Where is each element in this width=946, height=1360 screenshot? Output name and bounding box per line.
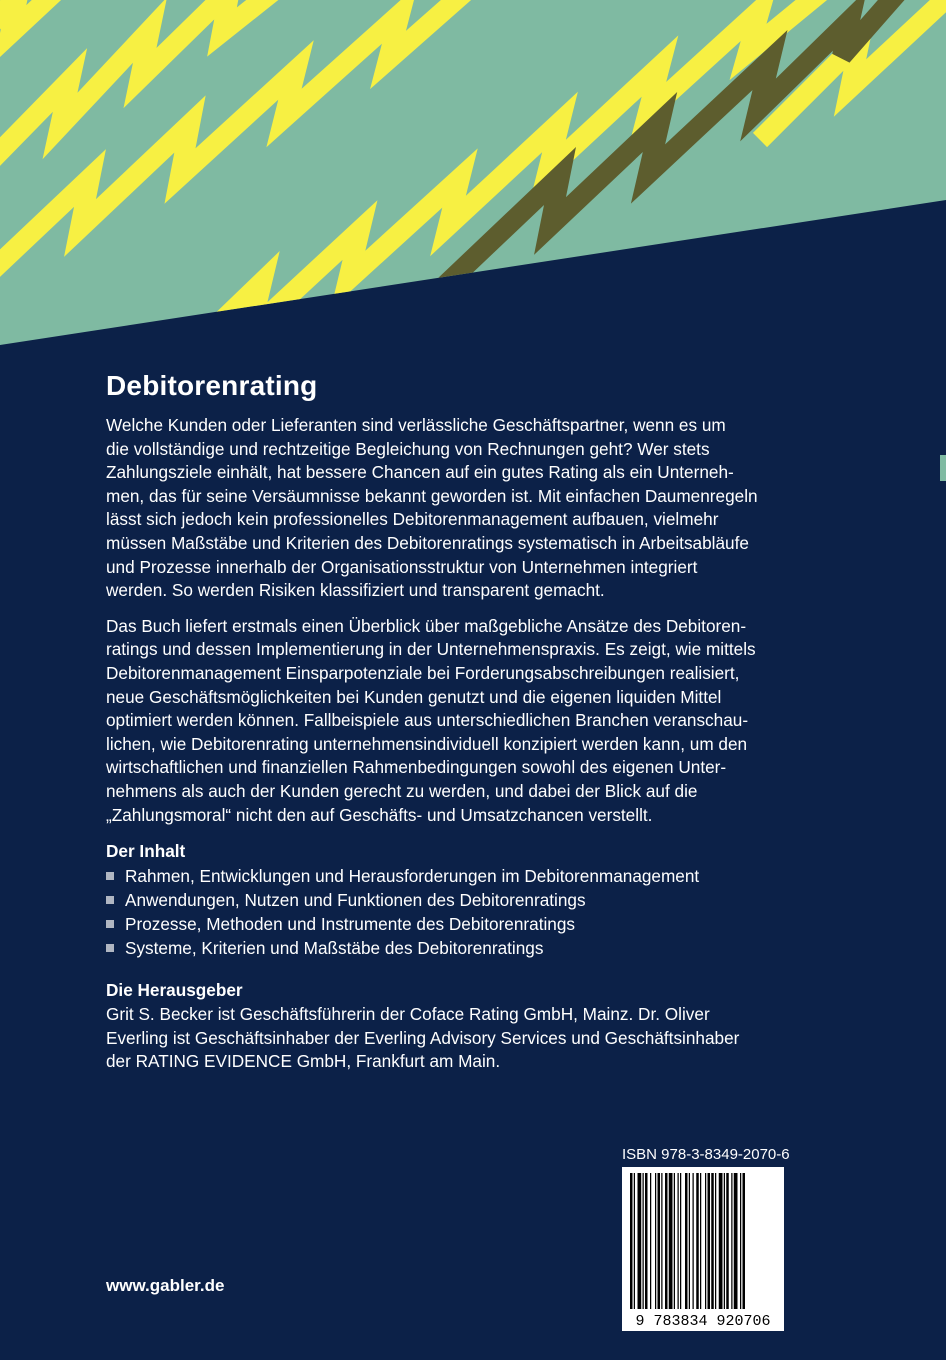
editors-line: der RATING EVIDENCE GmbH, Frankfurt am Main.: [106, 1051, 501, 1072]
contents-item-text: Systeme, Kriterien und Maßstäbe des Debitorenratings: [125, 938, 544, 959]
website-link[interactable]: www.gabler.de: [106, 1276, 225, 1295]
contents-item: [106, 936, 796, 960]
contents-item-text: Prozesse, Methoden und Instrumente des Debitorenratings: [125, 914, 575, 935]
bullet-square-icon: [106, 920, 114, 928]
barcode-bar: [665, 1173, 668, 1309]
bullet-square-icon: [106, 896, 114, 904]
editors-heading: Die Herausgeber: [106, 980, 243, 1001]
body-line: Das Buch liefert erstmals einen Überblick über maßgebliche Ansätze des Debitoren-: [106, 615, 747, 636]
barcode-bar: [711, 1173, 714, 1309]
body-line: optimiert werden können. Fallbeispiele aus unterschiedlichen Branchen veranschau-: [106, 710, 749, 731]
intro-line: die vollständige und rechtzeitige Begleichung von Rechnungen geht? Wer stets: [106, 438, 710, 459]
main-content: [106, 370, 796, 1074]
editors-line: Grit S. Becker ist Geschäftsführerin der Coface Rating GmbH, Mainz. Dr. Oliver: [106, 1004, 710, 1025]
barcode-bar: [734, 1173, 738, 1309]
barcode-bar: [719, 1173, 723, 1309]
barcode-bar: [658, 1173, 661, 1309]
barcode-bar: [708, 1173, 711, 1309]
barcode-bar: [700, 1173, 701, 1309]
intro-line: lässt sich jedoch kein professionelles Debitorenmanagement aufbauen, vielmehr: [106, 509, 719, 530]
barcode-bar: [726, 1173, 729, 1309]
body-line: nehmens als auch der Kunden gerecht zu werden, und dabei der Blick auf die: [106, 780, 698, 801]
barcode: [622, 1167, 784, 1331]
intro-line: werden. So werden Risiken klassifiziert und transparent gemacht.: [106, 580, 605, 601]
barcode-bar: [731, 1173, 732, 1309]
zigzag-graphic: [0, 0, 946, 360]
edge-marker: [940, 455, 946, 481]
intro-line: men, das für seine Versäumnisse bekannt geworden ist. Mit einfachen Daumenregeln: [106, 485, 758, 506]
body-line: lichen, wie Debitorenrating unternehmensindividuell konzipiert werden kann, um den: [106, 733, 748, 754]
barcode-bar: [715, 1173, 716, 1309]
barcode-bar: [674, 1173, 675, 1309]
contents-item: [106, 912, 796, 936]
barcode-bar: [696, 1173, 699, 1309]
barcode-bar: [638, 1173, 642, 1309]
book-title: Debitorenrating: [106, 370, 318, 401]
body-line: „Zahlungsmoral“ nicht den auf Geschäfts- und Umsatzchancen verstellt.: [106, 804, 653, 825]
barcode-bar: [661, 1173, 662, 1309]
barcode-bar: [669, 1173, 673, 1309]
barcode-bar: [693, 1173, 694, 1309]
body-line: Debitorenmanagement Einsparpotenziale bei Forderungsabschreibungen realisiert,: [106, 662, 740, 683]
intro-line: Zahlungsziele einhält, hat bessere Chancen auf ein gutes Rating als ein Unterneh-: [106, 462, 734, 483]
body-paragraph: [106, 615, 796, 827]
editors-line: Everling ist Geschäftsinhaber der Everling Advisory Services und Geschäftsinhaber: [106, 1027, 740, 1048]
barcode-bar: [643, 1173, 644, 1309]
barcode-bar: [678, 1173, 679, 1309]
contents-list: [106, 864, 796, 960]
bullet-square-icon: [106, 944, 114, 952]
barcode-bar: [634, 1173, 635, 1309]
intro-line: und Prozesse innerhalb der Organisationsstruktur von Unternehmen integriert: [106, 556, 698, 577]
barcode-bar: [724, 1173, 725, 1309]
barcode-bar: [743, 1173, 746, 1309]
contents-item: [106, 888, 796, 912]
barcode-bar: [645, 1173, 648, 1309]
body-line: wirtschaftlichen und finanziellen Rahmenbedingungen sowohl des eigenen Unter-: [106, 757, 727, 778]
barcode-bar: [630, 1173, 633, 1309]
body-line: ratings und dessen Implementierung in der Unternehmenspraxis. Es zeigt, wie mittels: [106, 639, 756, 660]
isbn-block: [622, 1146, 790, 1336]
barcode-bar: [680, 1173, 681, 1309]
bullet-square-icon: [106, 872, 114, 880]
intro-line: Welche Kunden oder Lieferanten sind verlässliche Geschäftspartner, wenn es um: [106, 415, 726, 435]
barcode-bar: [705, 1173, 706, 1309]
editors-text: [106, 1003, 796, 1074]
barcode-bar: [685, 1173, 688, 1309]
contents-heading: Der Inhalt: [106, 841, 186, 862]
intro-line: müssen Maßstäbe und Kriterien des Debitorenratings systematisch in Arbeitsabläufe: [106, 532, 749, 553]
barcode-bar: [740, 1173, 741, 1309]
contents-item: [106, 864, 796, 888]
isbn-label: ISBN 978-3-8349-2070-6: [622, 1146, 790, 1163]
contents-item-text: Anwendungen, Nutzen und Funktionen des Debitorenratings: [125, 890, 586, 911]
body-line: neue Geschäftsmöglichkeiten bei Kunden genutzt und die eigenen liquiden Mittel: [106, 686, 722, 707]
intro-paragraph: [106, 414, 796, 603]
barcode-number: 9 783834 920706: [635, 1313, 771, 1330]
barcode-bar: [655, 1173, 656, 1309]
contents-item-text: Rahmen, Entwicklungen und Herausforderungen im Debitorenmanagement: [125, 866, 700, 887]
barcode-bar: [650, 1173, 651, 1309]
barcode-bar: [689, 1173, 690, 1309]
